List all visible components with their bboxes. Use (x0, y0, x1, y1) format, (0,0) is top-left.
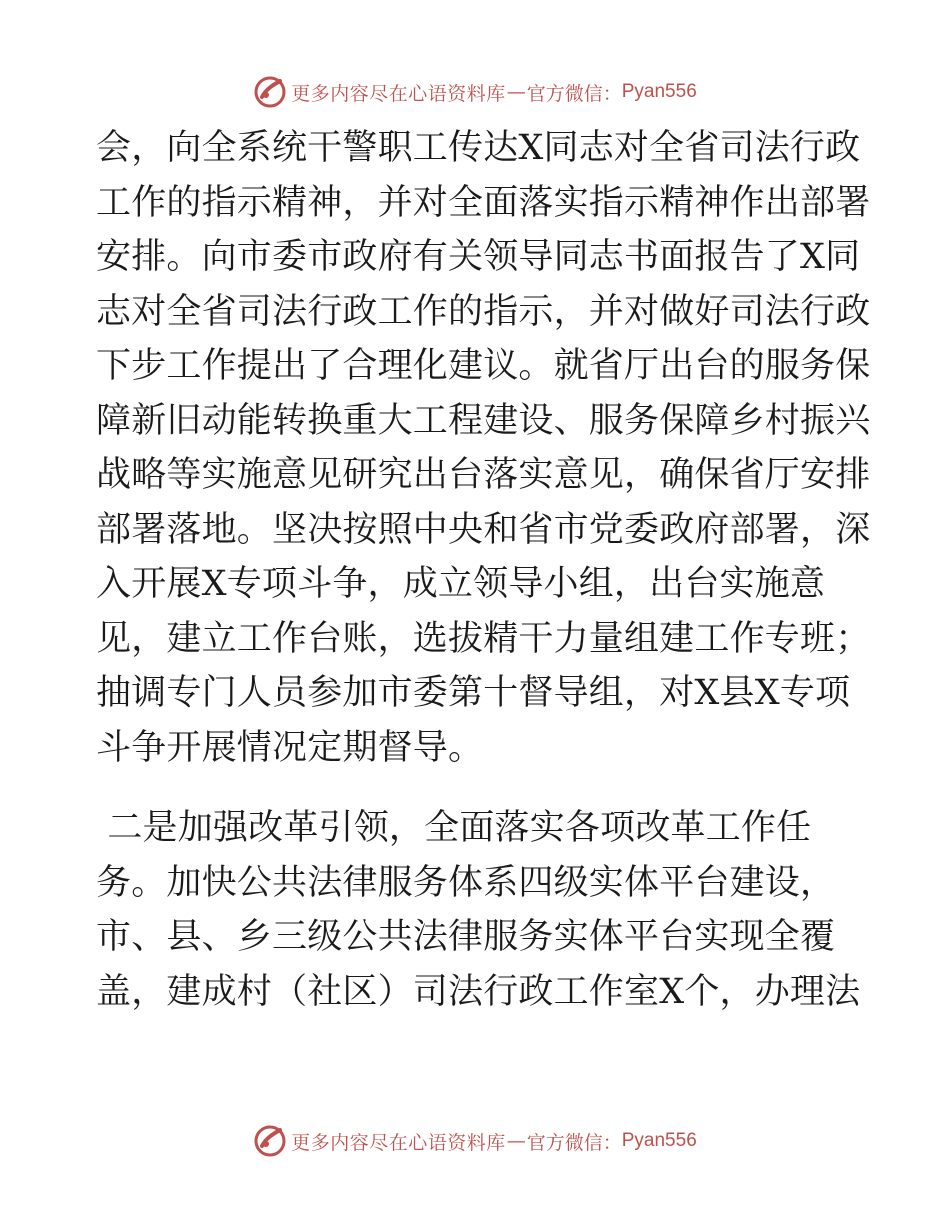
text-line: 盖，建成村（社区）司法行政工作室X个，办理法 (96, 971, 861, 1012)
document-body (96, 121, 871, 1019)
text-line: 抽调专门人员参加市委第十督导组，对X县X专项 (96, 673, 851, 713)
text-line: 部署落地。坚决按照中央和省市党委政府部署，深 (96, 509, 871, 550)
banner-dash: — (506, 1130, 526, 1152)
text-line: 市、县、乡三级公共法律服务实体平台实现全覆 (96, 917, 836, 957)
banner-account-id: Pyan556 (621, 1130, 697, 1151)
text-line: 斗争开展情况定期督导。 (96, 727, 484, 768)
text-line: 下步工作提出了合理化建议。就省厅出台的服务保 (96, 346, 871, 386)
banner-account-label: 官方微信： (526, 1131, 622, 1154)
brush-seal-icon (253, 75, 287, 109)
text-line: 工作的指示精神，并对全面落实指示精神作出部署 (96, 182, 871, 223)
text-line: 二是加强改革引领，全面落实各项改革工作任 (96, 808, 812, 848)
paragraph-gap (96, 775, 856, 801)
text-line: 会，向全系统干警职工传达X同志对全省司法行政 (96, 128, 861, 168)
text-line: 务。加快公共法律服务体系四级实体平台建设， (96, 862, 836, 903)
paragraph-2 (96, 801, 861, 1019)
banner-account-label: 官方微信： (526, 82, 622, 105)
text-line: 障新旧动能转换重大工程建设、服务保障乡村振兴 (96, 400, 871, 441)
banner-account-id: Pyan556 (621, 81, 697, 102)
text-line: 入开展X专项斗争，成立领导小组，出台实施意 (96, 564, 826, 604)
brush-seal-icon (253, 1124, 287, 1158)
banner-dash: — (506, 81, 526, 103)
text-line: 战略等实施意见研究出台落实意见，确保省厅安排 (96, 455, 871, 495)
watermark-banner-bottom (0, 1121, 950, 1161)
text-line: 安排。向市委市政府有关领导同志书面报告了X同 (96, 237, 861, 277)
watermark-banner-top (0, 72, 950, 112)
text-line: 志对全省司法行政工作的指示，并对做好司法行政 (96, 291, 871, 332)
text-line: 见，建立工作台账，选拔精干力量组建工作专班； (96, 618, 871, 659)
paragraph-1 (96, 121, 871, 775)
banner-main-text: 更多内容尽在心语资料库 (291, 1131, 506, 1154)
banner-main-text: 更多内容尽在心语资料库 (291, 82, 506, 105)
